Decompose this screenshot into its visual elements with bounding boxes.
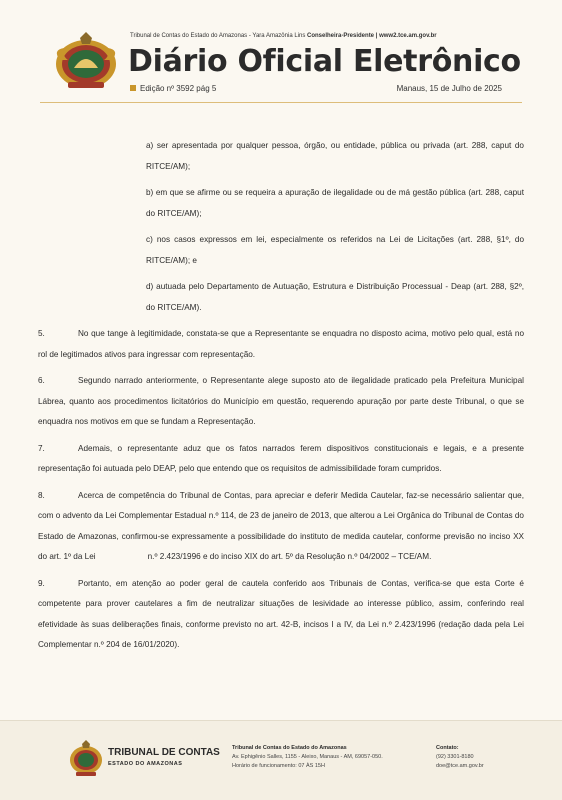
paragraph-7: 7. Ademais, o representante aduz que os fatos narrados ferem dispositivos constitucionais e legais, e a presente representação foi autuada pelo DEAP, pelo que entendo que os requisitos de admissibilidade foram cumpridos.	[38, 439, 524, 480]
page-footer	[0, 720, 562, 800]
square-bullet-icon	[130, 85, 136, 91]
paragraph-6: 6. Segundo narrado anteriormente, o Representante alege suposto ato de ilegalidade praticado pela Prefeitura Municipal Lábrea, quanto aos procedimentos licitatórios do Município em questão, requerendo apuração por parte deste Tribunal, o que se enquadra nos motivos em que se fundam a Representação.	[38, 371, 524, 433]
paragraph-number: 5.	[38, 329, 45, 338]
paragraph-9: 9. Portanto, em atenção ao poder geral de cautela conferido aos Tribunais de Contas, verifica-se que esta Corte é competente para prover cautelares a fim de neutralizar situações de lesividade ao interesse público, assim, conferindo real efetividade às suas deliberações finais, conforme previsto no art. 42-B, incisos I a IV, da Lei n.º 2.423/1996 (redação dada pela Lei Complementar n.º 204 de 16/01/2020).	[38, 574, 524, 656]
paragraph-number: 6.	[38, 376, 45, 385]
tce-seal-logo	[50, 30, 122, 92]
footer-phone: (92) 3301-8180	[436, 754, 474, 760]
header-divider	[40, 102, 522, 103]
footer-address: Tribunal de Contas do Estado do Amazonas Av. Ephigênio Salles, 1155 - Aleixo, Manaus - AM, 69057-050. Horário de funcionamento: 07 ÀS 15H	[232, 745, 383, 769]
paragraph-number: 9.	[38, 578, 45, 588]
header-tagline: Tribunal de Contas do Estado do Amazonas - Yara Amazônia Lins Conselheira-Presidente | www2.tce.am.gov.br	[130, 33, 437, 39]
footer-org-name: TRIBUNAL DE CONTAS	[108, 747, 220, 758]
publication-title: Diário Oficial Eletrônico	[128, 44, 521, 79]
footer-email[interactable]: doe@tce.am.gov.br	[436, 763, 484, 769]
subitem-c: c) nos casos expressos em lei, especialmente os referidos na Lei de Licitações (art. 288, §1º, do RITCE/AM); e	[146, 235, 524, 265]
subitem-d: d) autuada pelo Departamento de Autuação, Estrutura e Distribuição Processual - Deap (art. 288, §2º, do RITCE/AM).	[146, 282, 524, 312]
footer-divider	[0, 720, 562, 721]
footer-org-state: ESTADO DO AMAZONAS	[108, 761, 183, 767]
paragraph-number: 7.	[38, 443, 45, 453]
footer-contact: Contato: (92) 3301-8180 doe@tce.am.gov.br	[436, 745, 484, 769]
paragraph-5: 5. No que tange à legitimidade, constata-se que a Representante se enquadra no disposto acima, motivo pelo qual, está no rol de legitimados ativos para ingressar com representação.	[38, 324, 524, 365]
tce-footer-seal-logo	[66, 738, 106, 778]
edition-info: Edição nº 3592 pág 5	[130, 84, 216, 93]
subitem-a: a) ser apresentada por qualquer pessoa, órgão, ou entidade, pública ou privada (art. 288, caput do RITCE/AM);	[146, 141, 524, 171]
page-header	[0, 0, 562, 110]
paragraph-number: 8.	[38, 490, 45, 500]
document-body	[38, 136, 524, 656]
publication-date: Manaus, 15 de Julho de 2025	[396, 84, 502, 93]
subitem-b: b) em que se afirme ou se requeira a apuração de ilegalidade ou de má gestão pública (art. 288, caput do RITCE/AM);	[146, 188, 524, 218]
paragraph-8: 8. Acerca de competência do Tribunal de Contas, para apreciar e deferir Medida Cautelar, faz-se necessário salientar que, com o advento da Lei Complementar Estadual n.º 114, de 23 de janeiro de 2013, que alterou a Lei Orgânica do Tribunal de Contas do Estado de Amazonas, confirmou-se expressamente a possibilidade do instituto de medida cautelar, conforme previsão no inciso XX do art. 1º da Lei n.º 2.423/1996 e do inciso XIX do art. 5º da Resolução n.º 04/2002 – TCE/AM.	[38, 486, 524, 568]
